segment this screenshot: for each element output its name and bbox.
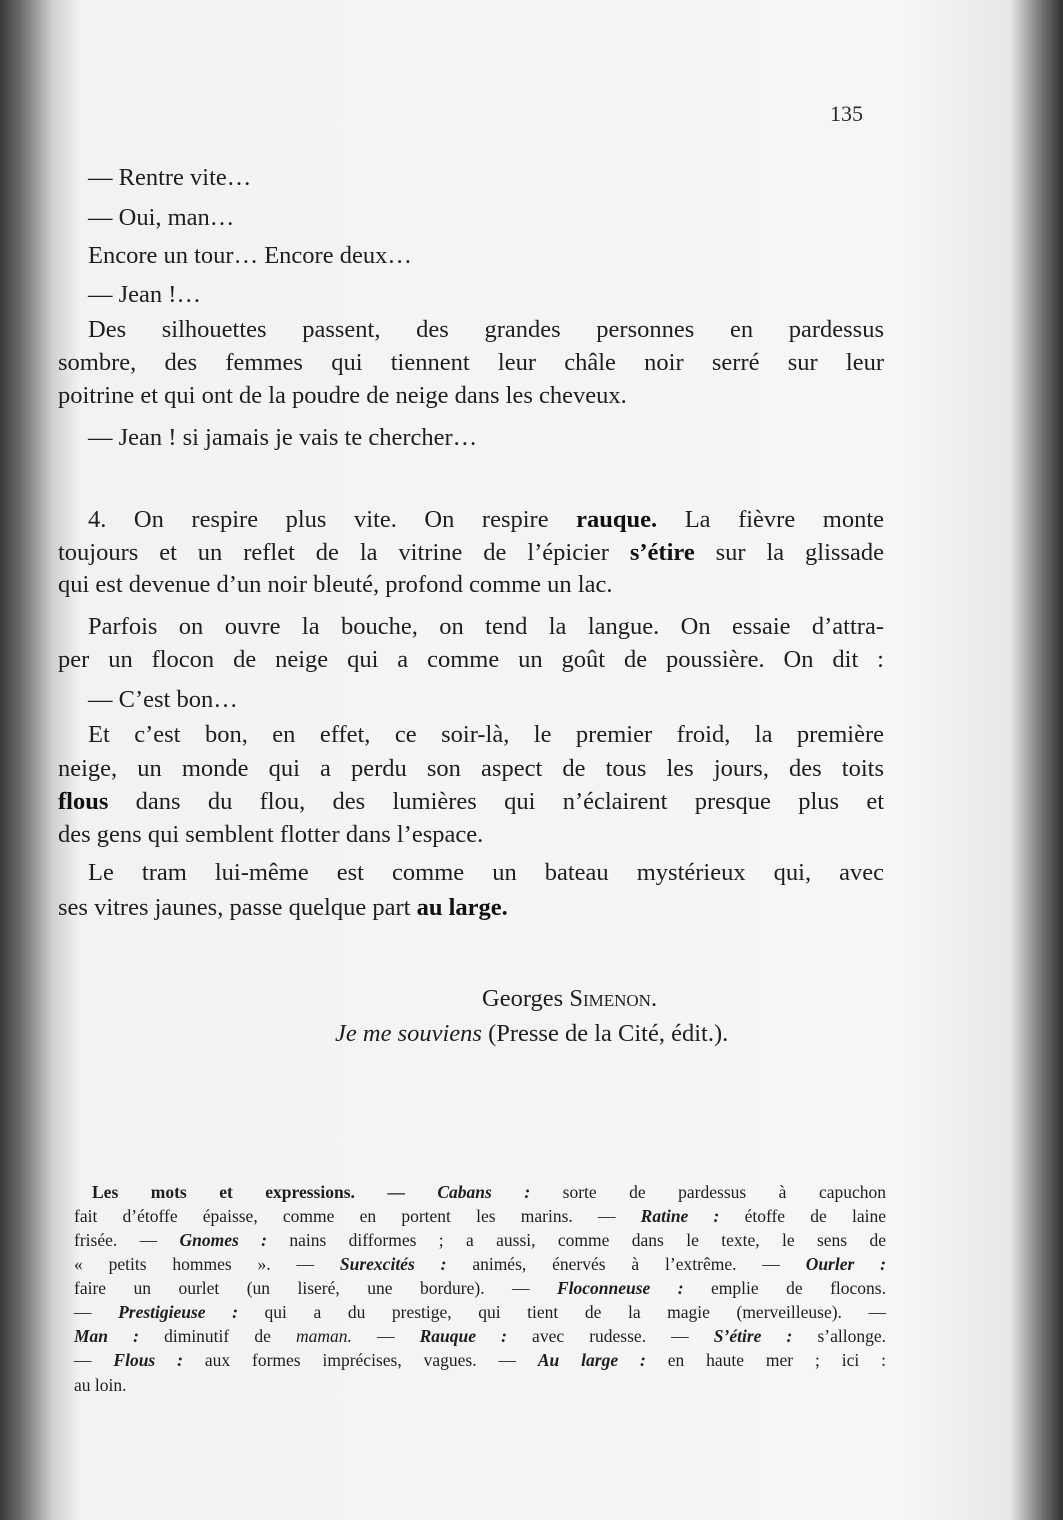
section-4-line-1 bbox=[88, 505, 884, 535]
paragraph-3-line-4: des gens qui semblent flotter dans l’espace. bbox=[58, 821, 484, 848]
source-citation bbox=[335, 1020, 728, 1048]
vocabulary-line-9 bbox=[74, 1373, 886, 1397]
vocabulary-line-4 bbox=[74, 1252, 886, 1276]
vocab-term: Surexcités : bbox=[339, 1254, 447, 1274]
vocab-definition: aux formes imprécises, vagues. — bbox=[182, 1350, 538, 1370]
vocab-definition: avec rudesse. — bbox=[506, 1326, 714, 1346]
vocab-term: S’étire : bbox=[713, 1326, 793, 1346]
vocabulary-line-1 bbox=[92, 1180, 886, 1204]
vocab-definition: s’allonge. bbox=[792, 1326, 886, 1346]
section-4-text: 4. On respire plus vite. On respire bbox=[88, 506, 577, 533]
vocab-definition: fait d’étoffe épaisse, comme en portent les marins. — bbox=[74, 1206, 641, 1226]
dialogue-line-6: — C’est bon… bbox=[88, 686, 238, 713]
bold-word-flous: flous bbox=[58, 788, 109, 815]
vocab-definition: — bbox=[351, 1326, 420, 1346]
publisher-note: (Presse de la Cité, édit.). bbox=[481, 1020, 729, 1047]
paragraph-2-line-1: Parfois on ouvre la bouche, on tend la langue. On essaie d’attra- bbox=[88, 613, 884, 640]
vocab-definition-italic: maman. bbox=[295, 1326, 352, 1346]
dialogue-line-2: — Oui, man… bbox=[88, 204, 235, 231]
section-4-text: toujours et un reflet de la vitrine de l’épicier bbox=[58, 539, 630, 566]
paragraph-3-text: dans du flou, des lumières qui n’éclairent presque plus et bbox=[108, 788, 884, 815]
vocab-definition: frisée. — bbox=[74, 1230, 180, 1250]
vocab-term: Au large : bbox=[537, 1350, 646, 1370]
paragraph-4-text: ses vitres jaunes, passe quelque part bbox=[58, 894, 417, 921]
vocab-definition: emplie de flocons. bbox=[683, 1278, 886, 1298]
vocab-definition: — bbox=[74, 1350, 114, 1370]
vocabulary-line-3 bbox=[74, 1228, 886, 1252]
section-4-text: La fièvre monte bbox=[657, 506, 885, 533]
author-name bbox=[482, 985, 657, 1013]
vocabulary-line-7 bbox=[74, 1324, 886, 1348]
vocab-term: Floconneuse : bbox=[556, 1278, 684, 1298]
paragraph-3-line-3 bbox=[58, 787, 884, 817]
vocab-definition: diminutif de bbox=[138, 1326, 296, 1346]
bold-word-rauque: rauque. bbox=[576, 506, 658, 533]
paragraph-1-line-3: poitrine et qui ont de la poudre de neige dans les cheveux. bbox=[58, 382, 627, 409]
vocab-term: Ratine : bbox=[640, 1206, 720, 1226]
vocab-definition: nains difformes ; a aussi, comme dans le texte, le sens de bbox=[267, 1230, 886, 1250]
vocab-definition: sorte de pardessus à capuchon bbox=[530, 1182, 886, 1202]
paragraph-2-line-2: per un flocon de neige qui a comme un goût de poussière. On dit : bbox=[58, 646, 884, 673]
vocab-definition: en haute mer ; ici : bbox=[645, 1350, 887, 1370]
section-4-line-3: qui est devenue d’un noir bleuté, profond comme un lac. bbox=[58, 571, 613, 598]
vocab-definition: au loin. bbox=[74, 1375, 127, 1395]
paragraph-3-line-1: Et c’est bon, en effet, ce soir-là, le premier froid, la première bbox=[88, 721, 884, 748]
vocabulary-line-6 bbox=[74, 1300, 886, 1324]
author-first-name: Georges bbox=[482, 985, 570, 1012]
section-4-text: sur la glissade bbox=[694, 539, 884, 566]
vocabulary-line-8 bbox=[74, 1348, 886, 1372]
vocab-term: Gnomes : bbox=[179, 1230, 267, 1250]
vocabulary-line-2 bbox=[74, 1204, 886, 1228]
section-4-line-2 bbox=[58, 538, 884, 568]
paragraph-4-line-2 bbox=[58, 893, 884, 923]
vocab-term: Man : bbox=[74, 1326, 139, 1346]
dialogue-line-3: Encore un tour… Encore deux… bbox=[88, 242, 412, 269]
vocab-definition: animés, énervés à l’extrême. — bbox=[446, 1254, 806, 1274]
vocab-definition: faire un ourlet (un liseré, une bordure). — bbox=[74, 1278, 557, 1298]
paragraph-1-line-2: sombre, des femmes qui tiennent leur châle noir serré sur leur bbox=[58, 349, 884, 376]
vocabulary-line-5 bbox=[74, 1276, 886, 1300]
vocab-term: Prestigieuse : bbox=[118, 1302, 238, 1322]
vocab-term: Ourler : bbox=[805, 1254, 886, 1274]
vocab-term: Flous : bbox=[113, 1350, 183, 1370]
vocab-term: Rauque : bbox=[419, 1326, 507, 1346]
paragraph-4-line-1: Le tram lui-même est comme un bateau mystérieux qui, avec bbox=[88, 859, 884, 886]
vocabulary-heading: Les mots et expressions. — bbox=[92, 1182, 438, 1202]
vocab-definition: qui a du prestige, qui tient de la magie (merveilleuse). — bbox=[237, 1302, 886, 1322]
page-number: 135 bbox=[830, 101, 863, 126]
vocab-definition: — bbox=[74, 1302, 119, 1322]
dialogue-line-1: — Rentre vite… bbox=[88, 164, 252, 191]
bold-word-setire: s’étire bbox=[629, 539, 695, 566]
book-title: Je me souviens bbox=[335, 1020, 482, 1047]
paragraph-3-line-2: neige, un monde qui a perdu son aspect de tous les jours, des toits bbox=[58, 755, 884, 782]
vocab-definition: étoffe de laine bbox=[719, 1206, 886, 1226]
author-last-name: Simenon. bbox=[569, 985, 658, 1012]
vocab-definition: « petits hommes ». — bbox=[74, 1254, 340, 1274]
bold-phrase-au-large: au large. bbox=[416, 894, 508, 921]
dialogue-line-4: — Jean !… bbox=[88, 281, 201, 308]
dialogue-line-5: — Jean ! si jamais je vais te chercher… bbox=[88, 424, 478, 451]
paragraph-1-line-1: Des silhouettes passent, des grandes personnes en pardessus bbox=[88, 316, 884, 343]
vocab-term: Cabans : bbox=[437, 1182, 531, 1202]
